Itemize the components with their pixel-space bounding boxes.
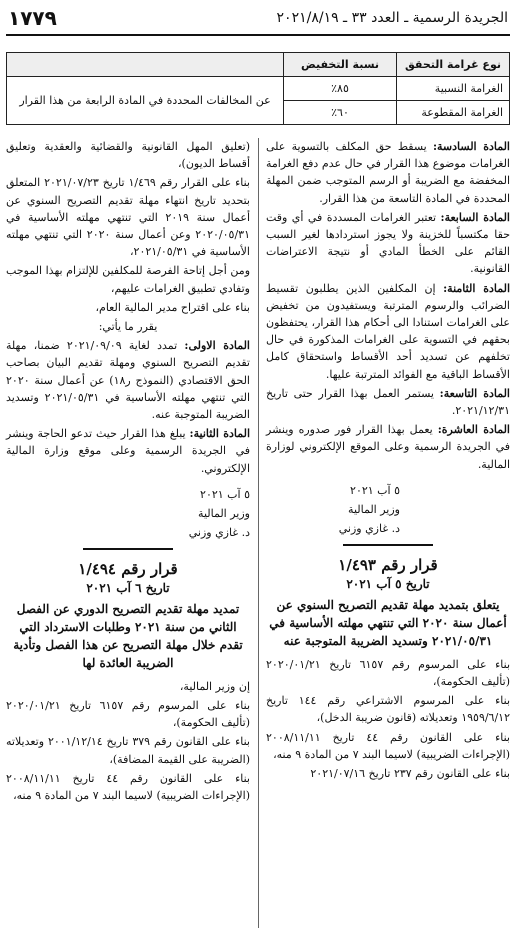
legal-basis-item: بناء على القانون رقم ٢٣٧ تاريخ ٢٠٢١/٠٧/١٦ (310, 767, 510, 781)
signature-name: د. غازي وزني (188, 525, 250, 539)
paragraph: (تعليق المهل القانونية والقضائية والعقدية وتعليق أقساط الديون)، (6, 140, 250, 171)
article-7: المادة السابعة: تعتبر الغرامات المسددة في أي وقت حقا مكتسباً للخزينة ولا يجوز استردادها لغير السبب القائم على الخطأ المادي أو نتيجة الاعتراضات القانونية. (266, 210, 510, 276)
decision-subject: تمديد مهلة تقديم التصريح الدوري عن الفصل الثاني من سنة ٢٠٢١ وطلبات الاسترداد التي تقدم خلال مهلة التصريح عن هذا الفصل وتأدية الضريبة العائدة لها (13, 601, 243, 670)
column-divider (258, 138, 259, 928)
row-rate: ٨٥٪ (284, 77, 397, 101)
legal-basis-item: إن وزير المالية، (179, 679, 250, 693)
signature-title: وزير المالية (348, 502, 400, 516)
fines-table (6, 52, 510, 125)
article-8: المادة الثامنة: إن المكلفين الذين يطلبون تقسيط الضرائب والرسوم المترتبة ويستفيدون من تخفيض على الغرامات استنادا الى أحكام هذا القرار، يحتفظون بحقهم في التسوية على الغرامات المذكورة في حال تخلفهم عن تسديد أحد الأقساط واستحقاق كامل الأقساط الباقية مع الفوائد المترتبة عليها. (266, 281, 511, 381)
article-1: المادة الاولى: تمدد لغاية ٢٠٢١/٠٩/٠٩ ضمنا، مهلة تقديم التصريح السنوي ومهلة تقديم البيان بصاحب الحق الاقتصادي (النموذج ر١٨) عن أعمال سنة ٢٠٢٠ التي تنتهي مهلته الأساسية في ٢٠٢١/٠٥/٣١ وتسديد الضريبة المتوجبة عنه. (6, 339, 250, 422)
article-2: المادة الثانية: يبلغ هذا القرار حيث تدعو الحاجة وينشر في الجريدة الرسمية وعلى موقع وزارة المالية الإلكتروني. (6, 427, 251, 475)
table-note: عن المخالفات المحددة في المادة الرابعة من هذا القرار (7, 77, 284, 125)
article-9: المادة التاسعة: يستمر العمل بهذا القرار حتى تاريخ ٢٠٢١/١٢/٣١. (266, 386, 510, 418)
signature-title: وزير المالية (198, 506, 250, 520)
decision-subject: يتعلق بتمديد مهلة تقديم التصريح السنوي عن أعمال سنة ٢٠٢٠ التي تنتهي مهلته الأساسية في ٢٠٢١/٠٥/٣١ وتسديد الضريبة المتوجبة عنه (269, 597, 507, 648)
left-column (6, 138, 250, 806)
page-number: ١٧٧٩ (8, 6, 57, 30)
decision-title: قرار رقم ١/٤٩٤ (78, 559, 178, 578)
legal-basis-item: بناء على القانون رقم ٤٤ تاريخ ٢٠٠٨/١١/١١ (الإجراءات الضريبية) لاسيما البند ٧ من المادة ٩ منه، (266, 730, 510, 761)
legal-basis-item: بناء على القانون رقم ٤٤ تاريخ ٢٠٠٨/١١/١١ (الإجراءات الضريبية) لاسيما البند ٧ من المادة ٩ منه، (6, 771, 250, 803)
legal-basis-item: بناء على القانون رقم ٣٧٩ تاريخ ٢٠٠١/١٢/١٤ وتعديلاته (الضريبة على القيمة المضافة)، (6, 735, 250, 766)
signature-date: ٥ آب ٢٠٢١ (350, 483, 400, 497)
row-rate: ٦٠٪ (284, 101, 397, 125)
col-header-type: نوع غرامة التحقق (397, 53, 510, 77)
section-divider (83, 548, 173, 550)
legal-basis-item: بناء على المرسوم رقم ٦١٥٧ تاريخ ٢٠٢٠/٠١/٢١ (تأليف الحكومة)، (6, 699, 251, 730)
section-divider (343, 544, 433, 546)
signature-block (156, 485, 250, 542)
article-10: المادة العاشرة: يعمل بهذا القرار فور صدوره وينشر في الجريدة الرسمية وعلى الموقع الإلكتروني لوزارة المالية. (266, 423, 510, 471)
signature-block (266, 481, 400, 538)
decision-title: قرار رقم ١/٤٩٣ (338, 555, 438, 574)
gazette-title: الجريدة الرسمية ـ العدد ٣٣ ـ ٢٠٢١/٨/١٩ (276, 10, 508, 26)
article-6: المادة السادسة: يسقط حق المكلف بالتسوية على الغرامات موضوع هذا القرار في حال عدم دفع الغرامة المخفضة مع الضريبة أو الرسم المتوجب ضمن المهلة المحددة في المادة التاسعة من هذا القرار. (266, 140, 510, 205)
decision-date: تاريخ ٥ آب ٢٠٢١ (346, 576, 430, 591)
paragraph: ومن أجل إتاحة الفرصة للمكلفين للإلتزام بهذا الموجب وتفادي تطبيق الغرامات عليهم، (6, 264, 250, 295)
paragraph: يقرر ما يأتي: (98, 320, 158, 334)
right-column (266, 138, 510, 784)
signature-name: د. غازي وزني (338, 521, 400, 535)
legal-basis-item: بناء على المرسوم رقم ٦١٥٧ تاريخ ٢٠٢٠/٠١/٢١ (تأليف الحكومة)، (266, 657, 511, 689)
paragraph: بناء على القرار رقم ١/٤٦٩ تاريخ ٢٠٢١/٠٧/٢٣ المتعلق بتحديد تاريخ انتهاء مهلة تقديم التصريح السنوي عن أعمال سنة ٢٠١٩ التي تنتهي مهلته الأساسية في ٢٠٢٠/٠٥/٣١ وعن أعمال سنة ٢٠٢٠ التي تنتهي مهلته الأساسية في ٢٠٢١/٠٥/٣١، (6, 176, 250, 259)
page-header (6, 6, 510, 36)
row-type: الغرامة النسبية (397, 77, 510, 101)
col-header-rate: نسبة التخفيض (284, 53, 397, 77)
row-type: الغرامة المقطوعة (397, 101, 510, 125)
signature-date: ٥ آب ٢٠٢١ (200, 487, 250, 501)
col-header-empty (7, 53, 284, 77)
decision-date: تاريخ ٦ آب ٢٠٢١ (86, 580, 170, 595)
paragraph: بناء على اقتراح مدير المالية العام، (95, 300, 250, 314)
legal-basis-item: بناء على المرسوم الاشتراعي رقم ١٤٤ تاريخ ١٩٥٩/٦/١٢ وتعديلاته (قانون ضريبة الدخل)، (266, 694, 511, 725)
